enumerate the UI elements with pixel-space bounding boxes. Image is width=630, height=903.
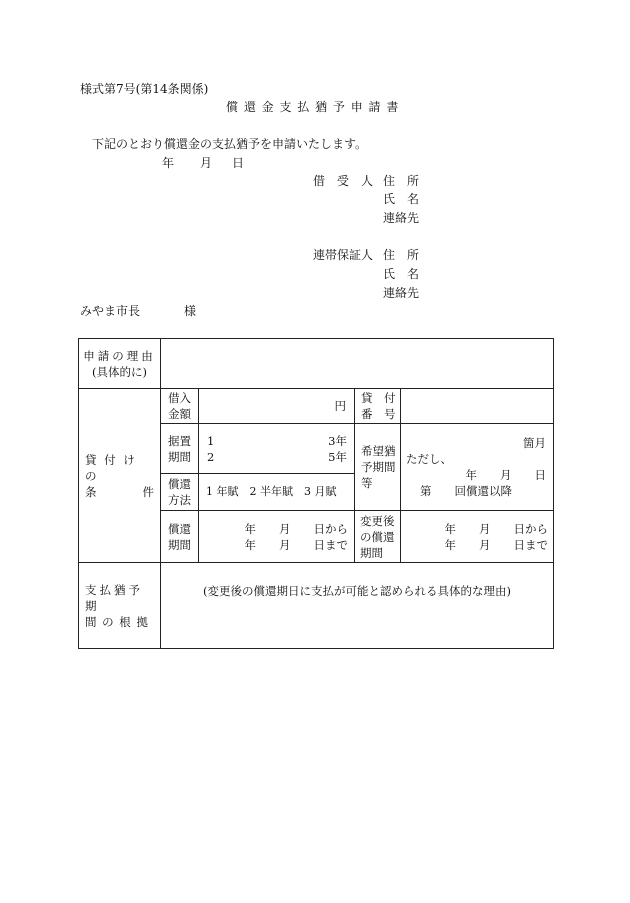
- reason-label: 申請の理由: [83, 348, 156, 363]
- basis-label-2: 間 の 根 拠: [85, 614, 149, 629]
- addressee: みやま市長: [80, 304, 141, 318]
- changed-from: 年 月 日から: [444, 521, 548, 536]
- conditions-label-line2b: 件: [142, 484, 154, 499]
- period-label-1: 償還: [168, 521, 191, 536]
- changed-label-1: 変更後: [360, 513, 395, 528]
- loan-number-label-2: 番 号: [361, 407, 396, 421]
- borrower-contact-label: 連絡先: [383, 211, 420, 225]
- desired-label-3: 等: [361, 476, 373, 490]
- grace-option1-number: 1: [207, 433, 215, 448]
- period-from: 年 月 日から: [244, 521, 348, 536]
- date-month: 月: [200, 156, 213, 170]
- reason-input[interactable]: [161, 339, 554, 389]
- desired-label-cell: [355, 424, 401, 511]
- loan-number-input[interactable]: [401, 389, 554, 424]
- method-label-2: 方法: [168, 493, 191, 507]
- desired-months: 箇月: [523, 436, 546, 450]
- method-options-text: 1 年賦 2 半年賦 3 月賦: [206, 485, 337, 498]
- changed-period-input[interactable]: [401, 511, 554, 563]
- grace-option1-value[interactable]: 3年: [328, 433, 347, 448]
- guarantor-contact-label: 連絡先: [383, 286, 420, 300]
- grace-option2-number: 2: [207, 449, 215, 464]
- method-label-cell: [161, 474, 199, 511]
- grace-label-1: 据置: [168, 433, 191, 448]
- application-table: [78, 338, 554, 649]
- reason-label-cell: [79, 339, 161, 389]
- guarantor-role: 連帯保証人: [313, 248, 374, 262]
- page-title: 償 還 金 支 払 猶 予 申 請 書: [226, 100, 400, 114]
- date-year: 年: [162, 156, 175, 170]
- borrower-role: 借 受 人: [313, 174, 374, 188]
- period-input[interactable]: [199, 511, 355, 563]
- conditions-label-cell: [79, 389, 161, 563]
- borrower-name-label: 氏 名: [383, 192, 420, 206]
- loan-amount-input[interactable]: [199, 389, 355, 424]
- loan-amount-label-2: 金額: [168, 407, 191, 421]
- period-label-2: 期間: [168, 537, 191, 552]
- period-to: 年 月 日まで: [244, 537, 348, 552]
- changed-label-2: の償還: [360, 529, 395, 544]
- desired-however: ただし、: [406, 452, 452, 466]
- loan-number-label-cell: [355, 389, 401, 424]
- changed-label-cell: [355, 511, 401, 563]
- desired-label-1: 希望猶: [361, 444, 396, 458]
- desired-date: 年 月 日: [465, 468, 546, 482]
- date-day: 日: [232, 156, 245, 170]
- loan-number-label-1: 貸 付: [361, 391, 396, 405]
- method-label-1: 償還: [168, 477, 191, 491]
- loan-amount-label-cell: [161, 389, 199, 424]
- grace-label-2: 期間: [168, 449, 191, 464]
- basis-input[interactable]: [161, 563, 554, 649]
- desired-from-installment: 第 回償還以降: [420, 484, 512, 498]
- changed-label-3: 期間: [360, 545, 383, 560]
- basis-note: (変更後の償還期日に支払が可能と認められる具体的な理由): [203, 584, 511, 598]
- conditions-label-line1: 貸 付 け の: [85, 452, 137, 483]
- period-label-cell: [161, 511, 199, 563]
- basis-label-1: 支払猶予期: [85, 582, 143, 613]
- changed-to: 年 月 日まで: [444, 537, 548, 552]
- basis-label-cell: [79, 563, 161, 649]
- addressee-honorific: 様: [184, 304, 197, 318]
- desired-label-2: 予期間: [361, 460, 396, 474]
- guarantor-name-label: 氏 名: [383, 267, 420, 281]
- grace-option2-value[interactable]: 5年: [328, 449, 347, 464]
- borrower-address-label: 住 所: [383, 174, 420, 188]
- grace-label-cell: [161, 424, 199, 474]
- conditions-label-line2a: 条: [85, 484, 97, 499]
- grace-options-cell[interactable]: [199, 424, 355, 474]
- reason-sublabel: (具体的に): [92, 364, 147, 379]
- form-number: 様式第7号(第14条関係): [80, 82, 209, 96]
- method-options[interactable]: [199, 474, 355, 511]
- desired-period-input[interactable]: [401, 424, 554, 511]
- intro-text: 下記のとおり償還金の支払猶予を申請いたします。: [92, 137, 368, 151]
- yen-unit: 円: [334, 399, 346, 413]
- loan-amount-label-1: 借入: [168, 391, 191, 405]
- guarantor-address-label: 住 所: [383, 248, 420, 262]
